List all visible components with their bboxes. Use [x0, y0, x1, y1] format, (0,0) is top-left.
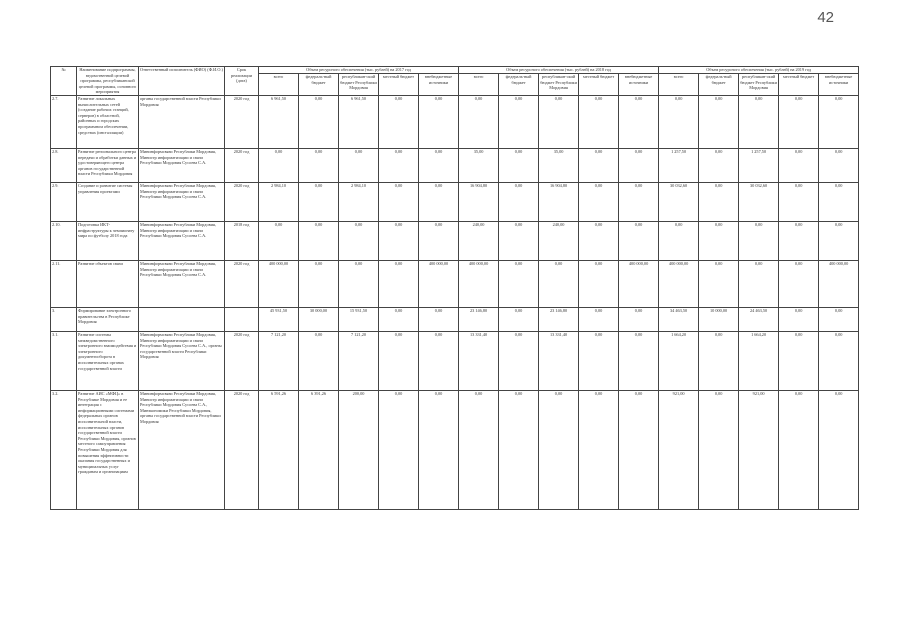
amount-cell: 0,00 — [739, 261, 779, 308]
amount-cell: 0,00 — [299, 183, 339, 222]
amount-cell: 0,00 — [339, 149, 379, 183]
amount-cell: 0,00 — [499, 96, 539, 149]
row-name-cell: Подготовка ИКТ-инфраструктуры к чемпионату мира по футболу 2018 года — [77, 222, 139, 261]
amount-cell: 0,00 — [379, 391, 419, 510]
row-responsible-cell: Мининформсвязи Республики Мордовия, Министр информатизации и связи Республики Мордовия Сусоева С.А., органы государственной власти Республики Мордовия — [139, 332, 225, 391]
row-name-cell: Развитие локальных вычислительных сетей (создание рабочих станций, серверов) в областной, районных и городских программном обеспечении, средствах (инсталляции) — [77, 96, 139, 149]
amount-cell: 0,00 — [579, 96, 619, 149]
row-term-cell: 2020 год — [225, 183, 259, 222]
row-name-cell: Создание и развитие системы управления проектами — [77, 183, 139, 222]
amount-cell: 400 000,00 — [619, 261, 659, 308]
amount-cell: 0,00 — [579, 183, 619, 222]
amount-cell: 7 121,20 — [259, 332, 299, 391]
amount-cell: 0,00 — [619, 96, 659, 149]
amount-cell: 45 931,50 — [259, 308, 299, 332]
amount-cell: 0,00 — [699, 332, 739, 391]
amount-cell: 0,00 — [699, 222, 739, 261]
subheader-cell: федераль-ный бюджет — [299, 74, 339, 96]
table-row — [51, 183, 859, 222]
amount-cell: 0,00 — [779, 332, 819, 391]
amount-cell: 0,00 — [779, 391, 819, 510]
amount-cell: 0,00 — [419, 332, 459, 391]
resource-table — [50, 66, 859, 510]
table-row — [51, 261, 859, 308]
amount-cell: 30 032,60 — [739, 183, 779, 222]
amount-cell: 0,00 — [379, 222, 419, 261]
table-row — [51, 332, 859, 391]
row-responsible-cell: органы государственной власти Республики Мордовия — [139, 96, 225, 149]
table-row — [51, 391, 859, 510]
row-responsible-cell: Мининформсвязи Республики Мордовия, Министр информатизации и связи Республики Мордовия Сусоева С.А. — [139, 149, 225, 183]
amount-cell: 35,00 — [539, 149, 579, 183]
amount-cell: 0,00 — [379, 332, 419, 391]
amount-cell: 0,00 — [619, 183, 659, 222]
table-row — [51, 222, 859, 261]
amount-cell: 0,00 — [379, 149, 419, 183]
amount-cell: 6 961,50 — [339, 96, 379, 149]
amount-cell: 2 984,10 — [339, 183, 379, 222]
amount-cell: 400 000,00 — [419, 261, 459, 308]
amount-cell: 0,00 — [819, 332, 859, 391]
header-2019: Объем ресурсного обеспечения (тыс. рублей) на 2019 год — [659, 67, 859, 74]
amount-cell: 0,00 — [779, 308, 819, 332]
amount-cell: 0,00 — [539, 391, 579, 510]
row-responsible-cell: Мининформсвязи Республики Мордовия, Министр информатизации и связи Республики Мордовия Сусоева С.А., Минэкономики Республики Мордовия, органы государственной власти Республики Мордовия — [139, 391, 225, 510]
amount-cell: 0,00 — [379, 96, 419, 149]
amount-cell: 0,00 — [699, 183, 739, 222]
subheader-cell: федераль-ный бюджет — [499, 74, 539, 96]
amount-cell: 30 000,00 — [299, 308, 339, 332]
amount-cell: 400 000,00 — [259, 261, 299, 308]
amount-cell: 0,00 — [779, 261, 819, 308]
row-term-cell: 2020 год — [225, 332, 259, 391]
amount-cell: 0,00 — [699, 261, 739, 308]
amount-cell: 0,00 — [259, 222, 299, 261]
amount-cell: 2 984,10 — [259, 183, 299, 222]
subheader-cell: республикан-ский бюджет Республики Мордовия — [339, 74, 379, 96]
table-row — [51, 96, 859, 149]
header-term: Срок реализации (дата) — [225, 67, 259, 96]
subheader-cell: республикан-ский бюджет Республики Мордовия — [539, 74, 579, 96]
amount-cell: 0,00 — [819, 308, 859, 332]
subheader-cell: республикан-ский бюджет Республики Мордовия — [739, 74, 779, 96]
amount-cell: 0,00 — [779, 183, 819, 222]
amount-cell: 0,00 — [779, 222, 819, 261]
subheader-cell: местный бюджет — [779, 74, 819, 96]
amount-cell: 240,00 — [539, 222, 579, 261]
amount-cell: 0,00 — [579, 332, 619, 391]
amount-cell: 16 904,80 — [539, 183, 579, 222]
amount-cell: 0,00 — [299, 261, 339, 308]
amount-cell: 13 331,40 — [539, 332, 579, 391]
row-name-cell: Развитие объектов связи — [77, 261, 139, 308]
amount-cell: 6 961,50 — [259, 96, 299, 149]
amount-cell: 0,00 — [819, 183, 859, 222]
amount-cell: 400 000,00 — [659, 261, 699, 308]
row-term-cell: 2018 год — [225, 222, 259, 261]
row-name-cell: Развитие системы межведомственного электронного взаимодействия и электронного документооборота в исполнительных органах государственной власти — [77, 332, 139, 391]
row-number-cell: 2.9. — [51, 183, 77, 222]
amount-cell: 6 391,26 — [299, 391, 339, 510]
amount-cell: 0,00 — [499, 308, 539, 332]
row-number-cell: 3.2. — [51, 391, 77, 510]
amount-cell: 0,00 — [419, 96, 459, 149]
amount-cell: 1 257,50 — [739, 149, 779, 183]
amount-cell: 0,00 — [579, 308, 619, 332]
amount-cell: 0,00 — [579, 222, 619, 261]
amount-cell: 6 591,26 — [259, 391, 299, 510]
row-number-cell: 2.7. — [51, 96, 77, 149]
amount-cell: 0,00 — [459, 391, 499, 510]
amount-cell: 400 000,00 — [459, 261, 499, 308]
amount-cell: 0,00 — [539, 261, 579, 308]
row-term-cell: 2020 год — [225, 149, 259, 183]
subheader-cell: всего — [259, 74, 299, 96]
amount-cell: 0,00 — [419, 149, 459, 183]
amount-cell: 0,00 — [699, 149, 739, 183]
amount-cell: 30 032,60 — [659, 183, 699, 222]
row-responsible-cell: Мининформсвязи Республики Мордовия, Министр информатизации и связи Республики Мордовия Сусоева С.А. — [139, 222, 225, 261]
header-no: № — [51, 67, 77, 96]
amount-cell: 0,00 — [819, 96, 859, 149]
header-2018: Объем ресурсного обеспечения (тыс. рублей) на 2018 год — [459, 67, 659, 74]
subheader-cell: внебюджетные источники — [419, 74, 459, 96]
amount-cell: 0,00 — [499, 261, 539, 308]
amount-cell: 0,00 — [379, 183, 419, 222]
subheader-cell: местный бюджет — [379, 74, 419, 96]
amount-cell: 0,00 — [659, 222, 699, 261]
amount-cell: 24 463,50 — [739, 308, 779, 332]
amount-cell: 0,00 — [499, 222, 539, 261]
row-term-cell: 2020 год — [225, 391, 259, 510]
amount-cell: 0,00 — [299, 222, 339, 261]
table-row — [51, 149, 859, 183]
amount-cell: 0,00 — [579, 149, 619, 183]
header-2017: Объем ресурсного обеспечения (тыс. рублей) на 2017 год — [259, 67, 459, 74]
amount-cell: 0,00 — [339, 261, 379, 308]
subheader-cell: всего — [459, 74, 499, 96]
amount-cell: 0,00 — [619, 308, 659, 332]
amount-cell: 0,00 — [779, 149, 819, 183]
amount-cell: 0,00 — [299, 149, 339, 183]
amount-cell: 0,00 — [579, 391, 619, 510]
amount-cell: 0,00 — [619, 391, 659, 510]
amount-cell: 0,00 — [699, 96, 739, 149]
amount-cell: 0,00 — [779, 96, 819, 149]
amount-cell: 0,00 — [619, 149, 659, 183]
amount-cell: 0,00 — [579, 261, 619, 308]
row-number-cell: 2.11. — [51, 261, 77, 308]
row-term-cell — [225, 308, 259, 332]
amount-cell: 0,00 — [619, 222, 659, 261]
subheader-cell: местный бюджет — [579, 74, 619, 96]
row-number-cell: 3. — [51, 308, 77, 332]
amount-cell: 0,00 — [419, 308, 459, 332]
page-number: 42 — [817, 9, 834, 26]
row-responsible-cell — [139, 308, 225, 332]
amount-cell: 0,00 — [499, 149, 539, 183]
subheader-cell: внебюджетные источники — [819, 74, 859, 96]
table-header-row — [51, 67, 859, 74]
amount-cell: 0,00 — [419, 222, 459, 261]
amount-cell: 200,00 — [339, 391, 379, 510]
amount-cell: 7 121,20 — [339, 332, 379, 391]
amount-cell: 0,00 — [339, 222, 379, 261]
amount-cell: 0,00 — [379, 308, 419, 332]
row-name-cell: Формирование электронного правительства в Республике Мордовия — [77, 308, 139, 332]
table-row — [51, 308, 859, 332]
subheader-cell: федераль-ный бюджет — [699, 74, 739, 96]
amount-cell: 34 463,50 — [659, 308, 699, 332]
amount-cell: 0,00 — [419, 183, 459, 222]
amount-cell: 0,00 — [499, 332, 539, 391]
amount-cell: 1 664,20 — [739, 332, 779, 391]
amount-cell: 400 000,00 — [819, 261, 859, 308]
amount-cell: 0,00 — [259, 149, 299, 183]
amount-cell: 921,00 — [659, 391, 699, 510]
amount-cell: 0,00 — [299, 96, 339, 149]
row-name-cell: Развитие регионального центра передачи и обработки данных и удостоверяющего центра органов государственной власти Республики Мордовия — [77, 149, 139, 183]
amount-cell: 0,00 — [819, 222, 859, 261]
header-name: Наименование подпрограммы, ведомственной целевой программы, республиканской целевой программы, основного мероприятия — [77, 67, 139, 96]
amount-cell: 0,00 — [499, 391, 539, 510]
header-responsible: Ответственный исполнитель (ФИО) (Ф.И.О.) — [139, 67, 225, 96]
subheader-cell: всего — [659, 74, 699, 96]
row-number-cell: 3.1. — [51, 332, 77, 391]
amount-cell: 23 146,80 — [539, 308, 579, 332]
amount-cell: 0,00 — [699, 391, 739, 510]
amount-cell: 0,00 — [819, 149, 859, 183]
amount-cell: 1 664,20 — [659, 332, 699, 391]
amount-cell: 15 931,50 — [339, 308, 379, 332]
amount-cell: 0,00 — [819, 391, 859, 510]
amount-cell: 0,00 — [419, 391, 459, 510]
row-term-cell: 2020 год — [225, 96, 259, 149]
amount-cell: 0,00 — [739, 222, 779, 261]
amount-cell: 0,00 — [739, 96, 779, 149]
amount-cell: 0,00 — [539, 96, 579, 149]
amount-cell: 921,00 — [739, 391, 779, 510]
amount-cell: 1 257,50 — [659, 149, 699, 183]
row-name-cell: Развитие АИС «МФЦ» в Республике Мордовия и ее интеграция с информационными системами федеральных органов исполнительной власти, исполнительных органов государственной власти Республики Мордовия, органов местного самоуправления Республики Мордовия для повышения эффективности оказания государственных и муниципальных услуг гражданам и организациям — [77, 391, 139, 510]
amount-cell: 0,00 — [619, 332, 659, 391]
amount-cell: 0,00 — [659, 96, 699, 149]
amount-cell: 0,00 — [459, 96, 499, 149]
amount-cell: 10 000,00 — [699, 308, 739, 332]
subheader-cell: внебюджетные источники — [619, 74, 659, 96]
row-number-cell: 2.10. — [51, 222, 77, 261]
table-body — [51, 96, 859, 510]
amount-cell: 35,00 — [459, 149, 499, 183]
amount-cell: 0,00 — [299, 332, 339, 391]
amount-cell: 16 904,80 — [459, 183, 499, 222]
amount-cell: 13 331,40 — [459, 332, 499, 391]
row-responsible-cell: Мининформсвязи Республики Мордовия, Министр информатизации и связи Республики Мордовия Сусоева С.А. — [139, 261, 225, 308]
amount-cell: 23 146,80 — [459, 308, 499, 332]
amount-cell: 0,00 — [499, 183, 539, 222]
row-number-cell: 2.8. — [51, 149, 77, 183]
amount-cell: 0,00 — [379, 261, 419, 308]
row-term-cell: 2020 год — [225, 261, 259, 308]
amount-cell: 240,00 — [459, 222, 499, 261]
row-responsible-cell: Мининформсвязи Республики Мордовия, Министр информатизации и связи Республики Мордовия Сусоева С.А. — [139, 183, 225, 222]
